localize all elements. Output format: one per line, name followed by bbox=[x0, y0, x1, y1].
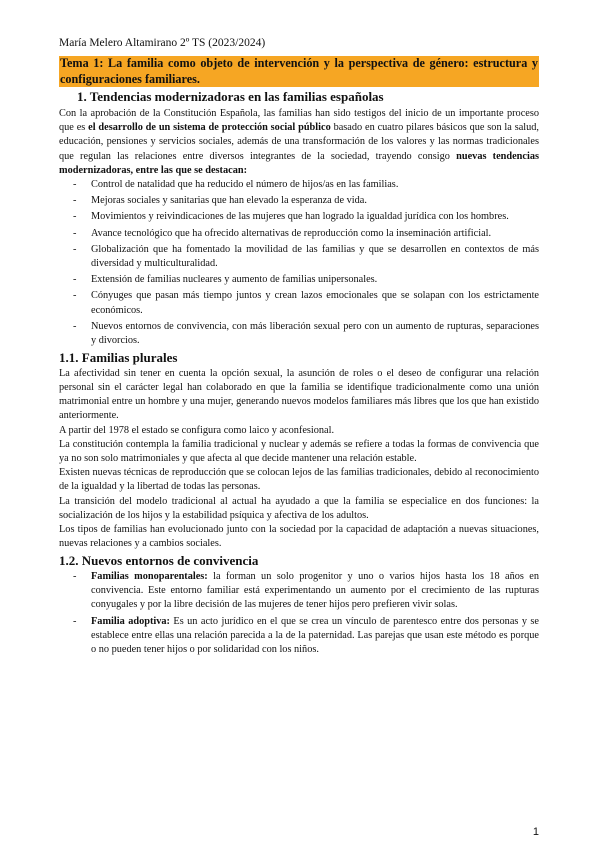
paragraph: La constitución contempla la familia tradicional y nuclear y además se refiere a todas la formas de convivencia que ya no son solo matrimoniales y que afecta al que decide mantener una relación estable. bbox=[59, 438, 539, 464]
paragraph: La afectividad sin tener en cuenta la opción sexual, la asunción de roles o el deseo de configurar una relación personal sin el carácter legal han colaborado en que la familia se identifique tradicionalmente como una unión matrimonial entre un hombre y una mujer, generando nuevos modelos familiares más libres que los que han existido anteriormente. bbox=[59, 367, 539, 422]
section-heading-tendencias: 1. Tendencias modernizadoras en las familias españolas bbox=[77, 89, 384, 104]
list-item: - Familias monoparentales: la forman un solo progenitor y uno o varios hijos hasta los 18 años en convivencia. Este entorno familiar está experimentando un aumento por el crecimiento de las rupturas conyugales y por la libre decisión de las mujeres de tener hijos pero prefieren vivir solas. bbox=[73, 570, 539, 611]
tendencias-list bbox=[59, 178, 539, 348]
document-title: Tema 1: La familia como objeto de intervención y la perspectiva de género: estructura y configuraciones familiares. bbox=[60, 56, 538, 86]
list-item: - Familia adoptiva: Es un acto jurídico en el que se crea un vínculo de parentesco entre dos personas y se establece entre ellas una relación parecida a la de la paternidad. Las parejas que usan este método es porque o no pueden tener hijos o por solidaridad con los niños. bbox=[73, 615, 540, 655]
section-intro-paragraph: Con la aprobación de la Constitución Española, las familias han sido testigos del inicio de un importante proceso que es el desarrollo de un sistema de protección social público basado en cuatro pilares básicos que son la salud, educación, pensiones y servicios sociales, además de una transformación de los valores y las normas tradicionales que regulan las relaciones entre diversos integrantes de la sociedad, trayendo consigo nuevas tendencias modernizadoras, entre las que se destacan: bbox=[59, 108, 540, 176]
paragraph: Existen nuevas técnicas de reproducción que se colocan lejos de las familias tradicionales, debido al reconocimiento de la igualdad y la libertad de todas las personas. bbox=[59, 467, 539, 493]
paragraph: A partir del 1978 el estado se configura como laico y aconfesional. bbox=[59, 424, 335, 436]
list-item: - Mejoras sociales y sanitarias que han elevado la esperanza de vida. bbox=[73, 195, 367, 207]
list-item: - Control de natalidad que ha reducido el número de hijos/as en las familias. bbox=[73, 179, 399, 191]
section-heading-familias-plurales: 1.1. Familias plurales bbox=[59, 350, 178, 366]
list-item: - Extensión de familias nucleares y aumento de familias unipersonales. bbox=[73, 274, 378, 286]
list-item: - Cónyuges que pasan más tiempo juntos y crean lazos emocionales que se solapan con los estrictamente económicos. bbox=[73, 290, 539, 316]
section-heading-nuevos-entornos: 1.2. Nuevos entornos de convivencia bbox=[59, 553, 259, 569]
paragraph: La transición del modelo tradicional al actual ha ayudado a que la familia se especialice en dos funciones: la socialización de los hijos y la estabilidad psíquica y afectiva de los adultos. bbox=[59, 495, 539, 521]
entornos-list bbox=[59, 570, 539, 657]
list-item: - Avance tecnológico que ha ofrecido alternativas de reproducción como la inseminación artificial. bbox=[73, 227, 492, 239]
list-item: - Movimientos y reivindicaciones de las mujeres que han logrado la igualdad jurídica con los hombres. bbox=[73, 211, 509, 223]
page-number: 1 bbox=[532, 826, 539, 838]
list-item: - Globalización que ha fomentado la movilidad de las familias y que se desarrollen en contextos de más diversidad y multiculturalidad. bbox=[73, 243, 539, 270]
list-item: - Nuevos entornos de convivencia, con más liberación sexual pero con un aumento de rupturas, separaciones y divorcios. bbox=[73, 320, 539, 347]
paragraph: Los tipos de familias han evolucionado junto con la sociedad por la capacidad de adaptación a nuevas situaciones, nuevas relaciones y a cambios sociales. bbox=[59, 523, 539, 550]
document-header: María Melero Altamirano 2º TS (2023/2024) bbox=[59, 37, 266, 49]
